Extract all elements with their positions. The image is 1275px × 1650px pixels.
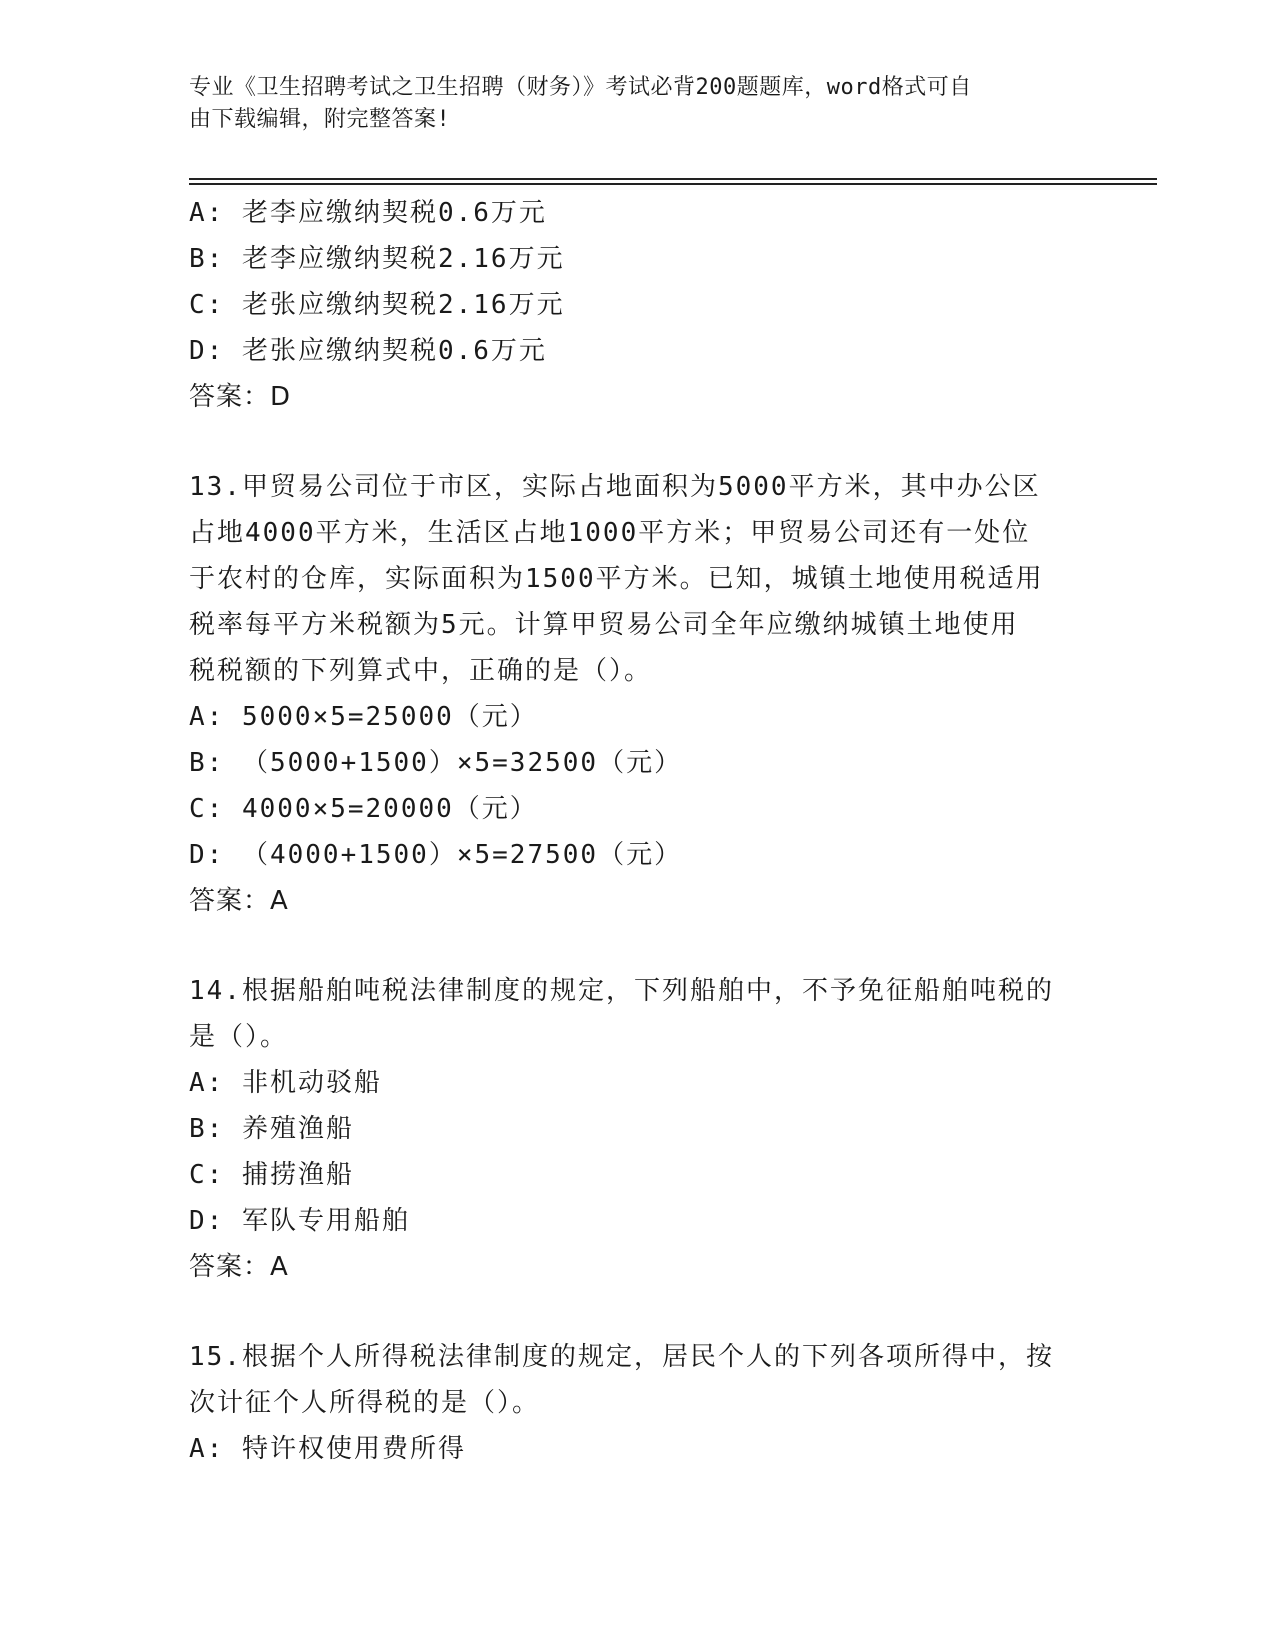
spacer	[189, 924, 1089, 968]
option-d: D: 老张应缴纳契税0.6万元	[189, 336, 547, 366]
question-12	[189, 190, 1089, 420]
option-a: A: 5000×5=25000（元）	[189, 702, 538, 732]
option-d: D: （4000+1500）×5=27500（元）	[189, 840, 683, 870]
option-a: A: 特许权使用费所得	[189, 1434, 466, 1464]
question-14	[189, 968, 1089, 1290]
option-d: D: 军队专用船舶	[189, 1206, 410, 1236]
option-c: C: 捕捞渔船	[189, 1160, 354, 1190]
option-a: A: 老李应缴纳契税0.6万元	[189, 198, 547, 228]
answer-line: 答案：A	[189, 1252, 289, 1282]
document-header	[189, 72, 1069, 136]
question-text-line: 占地4000平方米，生活区占地1000平方米；甲贸易公司还有一处位	[189, 518, 1031, 548]
option-b: B: 养殖渔船	[189, 1114, 354, 1144]
question-text-line: 税率每平方米税额为5元。计算甲贸易公司全年应缴纳城镇土地使用	[189, 610, 1019, 640]
option-b: B: （5000+1500）×5=32500（元）	[189, 748, 683, 778]
option-b: B: 老李应缴纳契税2.16万元	[189, 244, 565, 274]
question-list	[189, 190, 1089, 1472]
answer-line: 答案：A	[189, 886, 289, 916]
question-text-line: 次计征个人所得税的是（）。	[189, 1388, 541, 1418]
question-text-line: 13.甲贸易公司位于市区，实际占地面积为5000平方米，其中办公区	[189, 472, 1041, 502]
question-text-line: 于农村的仓库，实际面积为1500平方米。已知，城镇土地使用税适用	[189, 564, 1044, 594]
question-text-line: 是（）。	[189, 1022, 289, 1052]
question-15	[189, 1334, 1089, 1472]
spacer	[189, 1290, 1089, 1334]
spacer	[189, 420, 1089, 464]
question-text-line: 税税额的下列算式中，正确的是（）。	[189, 656, 653, 686]
header-divider-bottom	[189, 183, 1157, 185]
question-text-line: 15.根据个人所得税法律制度的规定，居民个人的下列各项所得中，按	[189, 1342, 1054, 1372]
option-c: C: 4000×5=20000（元）	[189, 794, 538, 824]
answer-line: 答案：D	[189, 382, 292, 412]
header-divider-top	[189, 178, 1157, 180]
option-a: A: 非机动驳船	[189, 1068, 382, 1098]
option-c: C: 老张应缴纳契税2.16万元	[189, 290, 565, 320]
header-line-1: 专业《卫生招聘考试之卫生招聘（财务）》考试必背200题题库，word格式可自	[189, 75, 972, 100]
question-13	[189, 464, 1089, 924]
question-text-line: 14.根据船舶吨税法律制度的规定，下列船舶中，不予免征船舶吨税的	[189, 976, 1054, 1006]
header-line-2: 由下载编辑，附完整答案!	[189, 107, 451, 132]
